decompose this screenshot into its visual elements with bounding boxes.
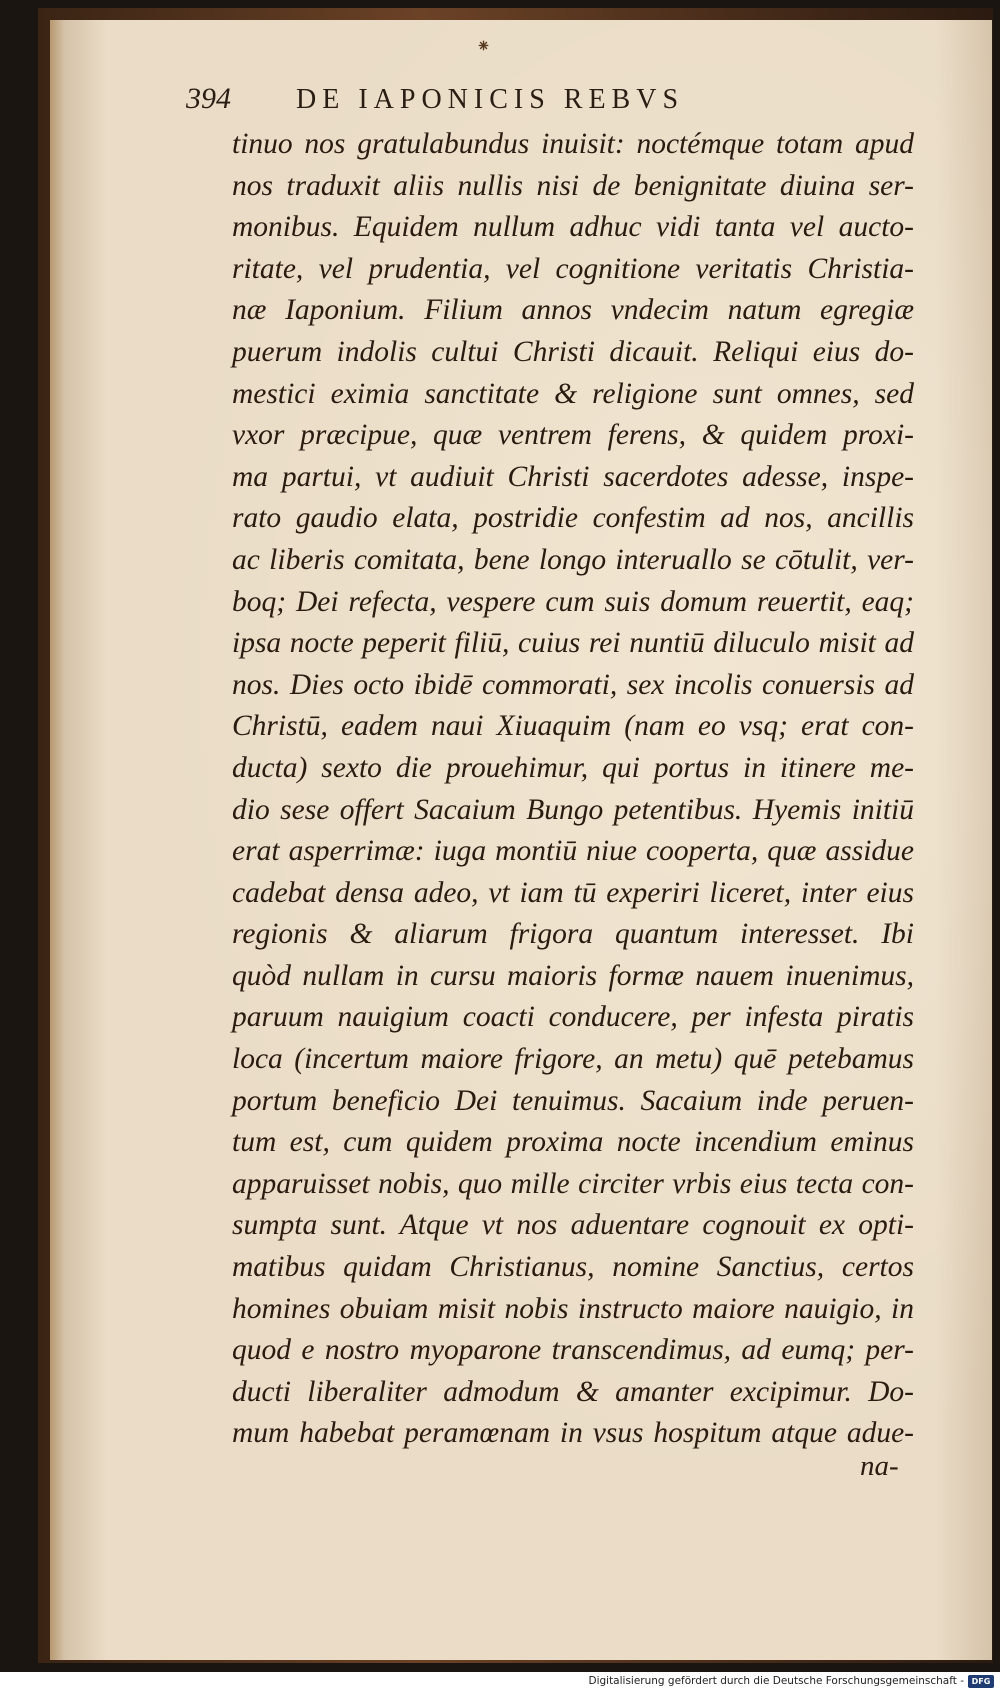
text-line: portum beneficio Dei tenuimus. Sacaium inde peruen-: [232, 1084, 914, 1117]
text-line: ac liberis comitata, bene longo interuallo se cōtulit, ver-: [232, 543, 914, 576]
catchword: na-: [860, 1450, 899, 1482]
text-line: quòd nullam in cursu maioris formæ nauem inuenimus,: [232, 959, 914, 992]
text-line: sumpta sunt. Atque vt nos aduentare cognouit ex opti-: [232, 1209, 914, 1242]
text-line: næ Iaponium. Filium annos vndecim natum egregiæ: [232, 294, 914, 327]
page-header: [186, 68, 906, 128]
text-line: cadebat densa adeo, vt iam tū experiri liceret, inter eius: [232, 876, 914, 909]
text-line: dio sese offert Sacaium Bungo petentibus. Hyemis initiū: [232, 793, 914, 826]
digitization-footer: [0, 1672, 1000, 1692]
text-line: tinuo nos gratulabundus inuisit: noctémque totam apud: [232, 128, 914, 160]
ornament-mark: ⁕: [476, 36, 492, 57]
text-line: monibus. Equidem nullum adhuc vidi tanta vel aucto-: [232, 211, 914, 244]
text-line: erat asperrimæ: iuga montiū niue cooperta, quæ assidue: [232, 835, 914, 868]
page-gutter-shadow: [50, 20, 64, 1660]
text-line: nos traduxit aliis nullis nisi de benignitate diuina ser-: [232, 169, 914, 202]
body-text: [232, 124, 914, 1455]
text-line: mum habebat peramœnam in vsus hospitum atque adue-: [232, 1417, 914, 1450]
text-line: mestici eximia sanctitate & religione sunt omnes, sed: [232, 377, 914, 410]
dfg-logo: DFG: [968, 1675, 994, 1688]
text-line: boq; Dei refecta, vespere cum suis domum reuertit, eaq;: [232, 585, 914, 618]
text-line: ritate, vel prudentia, vel cognitione veritatis Christia-: [232, 252, 914, 285]
running-title: DE IAPONICIS REBVS: [296, 84, 685, 115]
text-line: ipsa nocte peperit filiū, cuius rei nuntiū diluculo misit ad: [232, 627, 914, 660]
text-line: quod e nostro myoparone transcendimus, ad eumq; per-: [232, 1334, 914, 1367]
text-line: vxor præcipue, quæ ventrem ferens, & quidem proxi-: [232, 419, 914, 452]
funding-credit: Digitalisierung gefördert durch die Deutsche Forschungsgemeinschaft -: [588, 1675, 964, 1687]
text-line: homines obuiam misit nobis instructo maiore nauigio, in: [232, 1292, 914, 1325]
text-line: regionis & aliarum frigora quantum interesset. Ibi: [232, 918, 914, 951]
text-line: ma partui, vt audiuit Christi sacerdotes adesse, inspe-: [232, 460, 914, 493]
text-line: nos. Dies octo ibidē commorati, sex incolis conuersis ad: [232, 668, 914, 701]
page-number: 394: [186, 82, 231, 115]
text-line: paruum nauigium coacti conducere, per infesta piratis: [232, 1001, 914, 1034]
text-line: rato gaudio elata, postridie confestim ad nos, ancillis: [232, 502, 914, 535]
text-line: ducta) sexto die prouehimur, qui portus in itinere me-: [232, 751, 914, 784]
text-line: matibus quidam Christianus, nomine Sanctius, certos: [232, 1251, 914, 1284]
text-line: puerum indolis cultui Christi dicauit. Reliqui eius do-: [232, 335, 914, 368]
text-line: apparuisset nobis, quo mille circiter vrbis eius tecta con-: [232, 1167, 914, 1200]
text-line: tum est, cum quidem proxima nocte incendium eminus: [232, 1126, 914, 1159]
text-line: ducti liberaliter admodum & amanter excipimur. Do-: [232, 1375, 914, 1408]
text-line: Christū, eadem naui Xiuaquim (nam eo vsq; erat con-: [232, 710, 914, 743]
text-line: loca (incertum maiore frigore, an metu) quē petebamus: [232, 1043, 914, 1076]
